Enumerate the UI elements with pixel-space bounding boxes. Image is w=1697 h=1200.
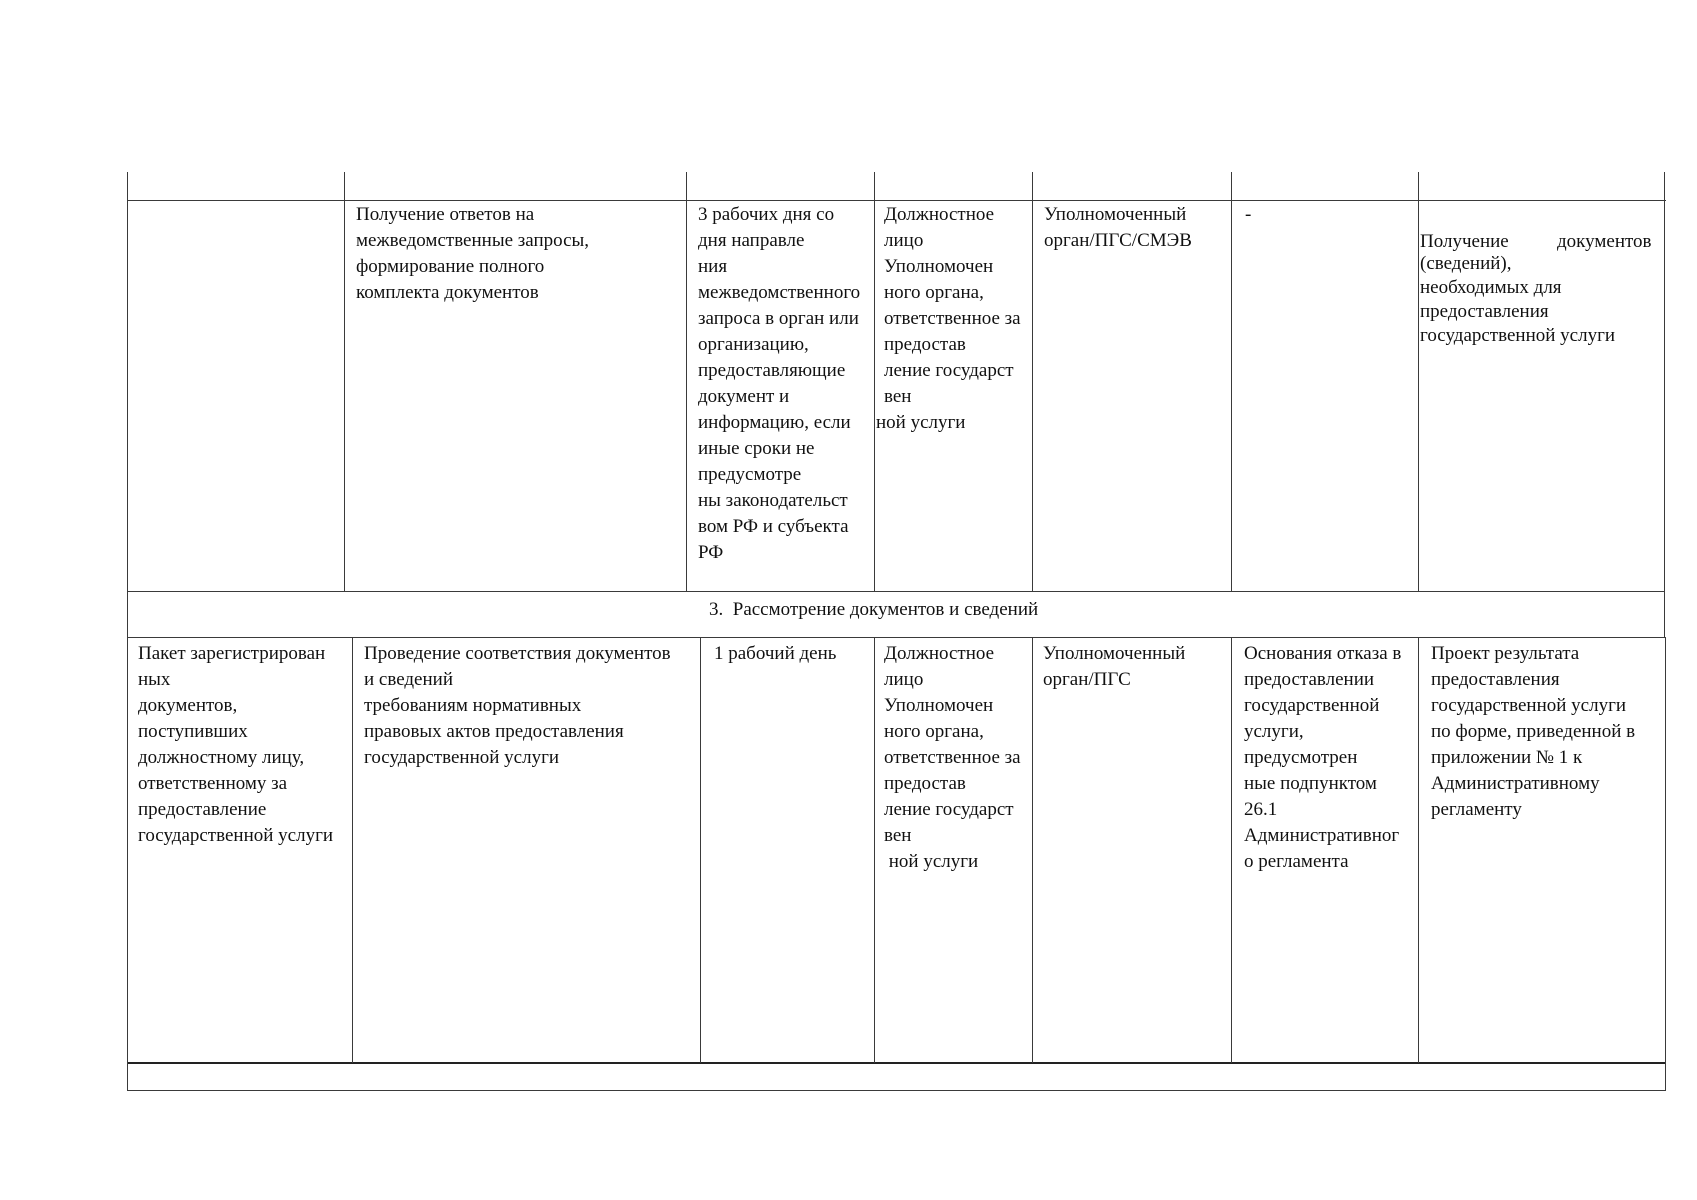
table-line <box>352 637 353 1063</box>
row-b-result-cell: Проект результата предоставления государственной услуги по форме, приведенной в приложении № 1 к Административному регламенту <box>1431 643 1636 820</box>
row-a-action-cell: Получение ответов на межведомственные запросы, формирование полного комплекта документов <box>356 204 590 303</box>
row-b-input-cell: Пакет зарегистрирован ных документов, поступивших должностному лицу, ответственному за предоставление государственной услуги <box>138 643 334 846</box>
table-line <box>127 1090 1666 1091</box>
row-a-responsible-tail: ной услуги <box>876 412 966 433</box>
table-line <box>1032 172 1033 592</box>
table-line <box>1664 172 1665 592</box>
row-a-result-cell: (сведений), необходимых для предоставления государственной услуги <box>1420 253 1616 346</box>
table-line <box>127 200 1666 201</box>
table-line <box>874 172 875 592</box>
table-line <box>700 637 701 1063</box>
row-a-place-cell: Уполномоченный орган/ПГС/СМЭВ <box>1044 204 1192 251</box>
row-b-action-cell: Проведение соответствия документов и сведений требованиям нормативных правовых актов предоставления государственной услуги <box>364 643 671 768</box>
table-line <box>344 172 345 592</box>
row-a-result-line1-left: Получение <box>1420 231 1509 252</box>
table-line <box>1231 172 1232 592</box>
table-line <box>127 172 128 1091</box>
row-a-criteria-cell: - <box>1245 204 1252 225</box>
table-line <box>686 172 687 592</box>
row-a-responsible-cell: Должностное лицо Уполномочен ного органа, ответственное за предостав ление государст вен <box>884 204 1021 407</box>
row-b-place-cell: Уполномоченный орган/ПГС <box>1043 643 1186 690</box>
row-a-deadline-cell: 3 рабочих дня со дня направле ния межведомственного запроса в орган или организацию, предоставляющие документ и информацию, если иные сроки не предусмотре ны законодательст вом РФ и субъекта РФ <box>698 204 861 563</box>
table-line <box>127 637 1666 638</box>
table-line <box>1418 172 1419 592</box>
row-b-criteria-cell: Основания отказа в предоставлении государственной услуги, предусмотрен ные подпунктом 26.1 Административног о регламента <box>1244 643 1402 872</box>
table-line <box>1418 637 1419 1063</box>
table-line <box>1665 637 1666 1091</box>
row-b-responsible-cell: Должностное лицо Уполномочен ного органа, ответственное за предостав ление государст вен ной услуги <box>884 643 1021 872</box>
table-line <box>1231 637 1232 1063</box>
table-line <box>1664 591 1665 638</box>
table-line <box>874 637 875 1063</box>
section-title: 3. Рассмотрение документов и сведений <box>709 599 1039 620</box>
row-a-result-line1-right: документов <box>1557 231 1652 252</box>
table-line <box>1032 637 1033 1063</box>
table-line <box>127 591 1664 592</box>
table-line <box>127 1062 1666 1064</box>
row-b-deadline-cell: 1 рабочий день <box>714 643 837 664</box>
